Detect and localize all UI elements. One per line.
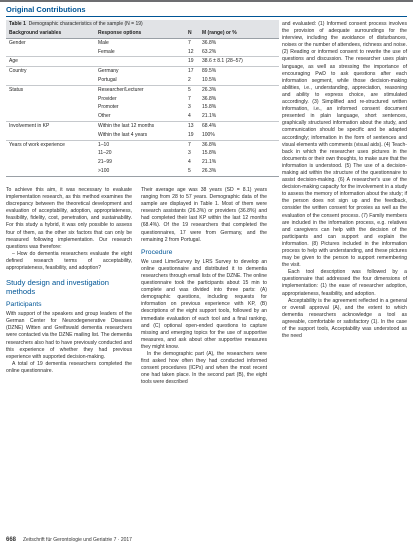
- table-cell: Involvement in KP: [9, 122, 50, 129]
- table-cell: 19: [188, 131, 194, 138]
- table-cell: Status: [9, 86, 24, 93]
- table-cell: 4: [188, 159, 191, 166]
- table-cell: 15.8%: [202, 104, 217, 111]
- table-caption: [6, 20, 279, 29]
- table-cell: 5: [188, 86, 191, 93]
- table-cell: 38.6 ± 8.1 (28–57): [202, 58, 243, 65]
- table-cell: 36.8%: [202, 95, 217, 102]
- table-row: [6, 167, 279, 176]
- table-row: [6, 66, 279, 76]
- section-heading: Study design and investigation methods: [6, 278, 110, 297]
- table-cell: Female: [98, 48, 115, 55]
- table-row: [6, 85, 279, 95]
- table-cell: 3: [188, 150, 191, 157]
- table-cell: Portugal: [98, 76, 117, 83]
- table-cell: 63.2%: [202, 48, 217, 55]
- top-rule: [0, 0, 413, 2]
- journal-name: Zeitschrift für Gerontologie und Geriatrie 7 · 2017: [23, 537, 132, 543]
- table-cell: 36.8%: [202, 141, 217, 148]
- table-row: [6, 149, 279, 158]
- page-footer: [6, 535, 407, 545]
- table-row: [6, 39, 279, 48]
- table-caption-label: Table 1: [9, 21, 26, 27]
- table-cell: Country: [9, 68, 27, 75]
- table-cell: Germany: [98, 68, 119, 75]
- table-cell: Researcher/Lecturer: [98, 86, 144, 93]
- demographics-table: [6, 20, 279, 177]
- table-cell: 36.8%: [202, 39, 217, 46]
- table-cell: 21.1%: [202, 113, 217, 120]
- table-cell: 21.1%: [202, 159, 217, 166]
- table-cell: Promoter: [98, 104, 119, 111]
- page-number: 668: [6, 537, 17, 543]
- table-cell: 7: [188, 39, 191, 46]
- research-question: – How do dementia researchers evaluate the eight defined research terms of acceptability, appropriateness, feasibility, and adoption?: [6, 250, 132, 272]
- table-cell: Other: [98, 113, 111, 120]
- table-body: [6, 39, 279, 176]
- subsection-heading: Participants: [6, 301, 42, 309]
- table-cell: 10.5%: [202, 76, 217, 83]
- table-cell: 100%: [202, 131, 215, 138]
- column-header: Response options: [98, 30, 142, 36]
- column-header: Background variables: [9, 30, 62, 36]
- table-row: [6, 48, 279, 57]
- table-cell: >100: [98, 167, 110, 174]
- table-row: [6, 140, 279, 150]
- table-cell: Provider: [98, 95, 117, 102]
- table-cell: 12: [188, 48, 194, 55]
- table-cell: 68.4%: [202, 122, 217, 129]
- table-cell: 89.5%: [202, 68, 217, 75]
- table-row: [6, 76, 279, 85]
- table-bottom-rule: [6, 176, 279, 177]
- table-cell: 3: [188, 104, 191, 111]
- table-cell: 17: [188, 68, 194, 75]
- table-row: [6, 103, 279, 112]
- table-row: [6, 95, 279, 104]
- table-cell: 5: [188, 167, 191, 174]
- table-cell: Within the last 4 years: [98, 131, 148, 138]
- table-cell: 26.3%: [202, 167, 217, 174]
- table-cell: 19: [188, 58, 194, 65]
- section-header: Original Contributions: [6, 4, 407, 17]
- subsection-heading: Procedure: [141, 248, 173, 256]
- table-row: [6, 158, 279, 167]
- table-cell: Age: [9, 58, 18, 65]
- table-cell: Within the last 12 months: [98, 122, 155, 129]
- table-cell: 15.8%: [202, 150, 217, 157]
- table-cell: 1–10: [98, 141, 110, 148]
- column-header: M (range) or %: [202, 30, 237, 36]
- left-text-column: [6, 187, 132, 375]
- table-row: [6, 56, 279, 66]
- table-header-row: [6, 29, 279, 39]
- paragraph: Each tool description was followed by a questionnaire that addressed the four dimensions of implementation: (1) the ease of researcher adoption, appropriateness, feasibility, and adoption.: [282, 269, 407, 297]
- table-cell: 21–99: [98, 159, 112, 166]
- table-row: [6, 131, 279, 140]
- table-cell: 4: [188, 113, 191, 120]
- paragraph: A total of 19 dementia researchers completed the online questionnaire.: [6, 360, 132, 374]
- table-cell: 7: [188, 141, 191, 148]
- table-cell: Gender: [9, 39, 26, 46]
- paragraph: In the demographic part (A), the researchers were first asked how often they had conducted informed consent procedures (ICPs) and when the most recent one had taken place. In the second part (B), the eight tools were described: [141, 350, 267, 386]
- paragraph: To achieve this aim, it was necessary to evaluate implementation research, as this method examines the discrepancy between the theoretical development and evaluation of acceptability, adoption, appropriateness, feasibility, fidelity, cost, penetration, and sustainability. For this study a hybrid, it was only possible to assess four of them, as the other six factors that can only be measured following implementation. Our research questions was therefore:: [6, 187, 132, 250]
- paragraph: We used LimeSurvey by LRS Survey to develop an online questionnaire and distributed it to dementia researchers through email lists of the DZNE. The online questionnaire took the participants about 15 min to complete and was divided into three parts: (A) demographic questions, including requests for information on previous experience with KP, (B) descriptions of the eight support tools, followed by an immediate evaluation of each tool and a final ranking, and (C) optional open-ended questions to capture missing and emerging topics for the use of supportive measures, and ask about other supportive measures they might know.: [141, 258, 267, 350]
- table-cell: 13: [188, 122, 194, 129]
- paragraph: Acceptability is the agreement reflected in a general or overall approval (A), and the extent to which dementia researchers acknowledge a tool as agreeable, comfortable or satisfactory (1). In the case of the support tools, Acceptability was understood as the need: [282, 297, 407, 340]
- table-cell: 26.3%: [202, 86, 217, 93]
- middle-text-column: [141, 187, 267, 386]
- table-cell: 7: [188, 95, 191, 102]
- paragraph: Their average age was 38 years (SD = 8.1) years ranging from 28 to 57 years. Demographic data of the sample are displayed in Table 1. Most of them were research assistants (26.3%) or providers (36.8%) and had completed their last KP within the last 12 months (68.4%). Of the 19 researchers that completed the questionnaires, 17 were from Germany, and the remaining 2 from Portugal.: [141, 187, 267, 243]
- right-text-column: [282, 21, 407, 340]
- table-caption-text: Demographic characteristics of the sample (N = 19): [28, 21, 143, 27]
- table-cell: Years of work experience: [9, 141, 65, 148]
- table-row: [6, 112, 279, 121]
- table-cell: 2: [188, 76, 191, 83]
- paragraph: and evaluated: (1) Informed consent process involves the provision of adequate surroundings for the interview, including the avoidance of disturbances, noises or the number of attendees, richness and noise. (2) Reading or informed consent to rewrite the use of questions and discussion. The researcher uses plain language, as well as stressing the importance of encouraging PwD to ask questions after each information segment, while those decision-making abilities, i.e., understanding, appreciation, reasoning and ability to express choice, are stimulated accordingly. (3) Simplified and re-structured written information, i.e., an informed consent document presented in plain language, short sentences, graphically structured information about the study, and communication should be specific and be adapted accordingly; information in the form of sentences and visual elements with comments (visual aids). (4) Teach-back in which the researcher uses pictures in the documents or their own thoughts, to make sure that the information is understood. (5) The use of a decision-making aid within the structure of the questionnaire to assist decision-making. (6) A researcher's use of the decision-making capacity for the involvement in a study to assess the memory of information about the study; if the person does not sign up and the feedback, consider the written consent for proxies as well as the evaluation of the consent process. (7) Family members are included in the information process, e.g. relatives and caregivers can help with the decision of the participants and can support and explain the information. (8) Pictures included in the information process to help with understanding, and these pictures may be given to the person to support remembering the visit.: [282, 21, 407, 269]
- column-header: N: [188, 30, 192, 36]
- table-row: [6, 121, 279, 131]
- paragraph: With support of the speakers and group leaders of the German Center for Neurodegenerative Diseases (DZNE) Witten and Greifswald dementia researchers were contacted via the DZNE mailing list. The dementia researchers also had to have previously conducted and this experience of whether they had previous experience with supported decision-making.: [6, 311, 132, 360]
- table-cell: 11–20: [98, 150, 112, 157]
- table-cell: Male: [98, 39, 109, 46]
